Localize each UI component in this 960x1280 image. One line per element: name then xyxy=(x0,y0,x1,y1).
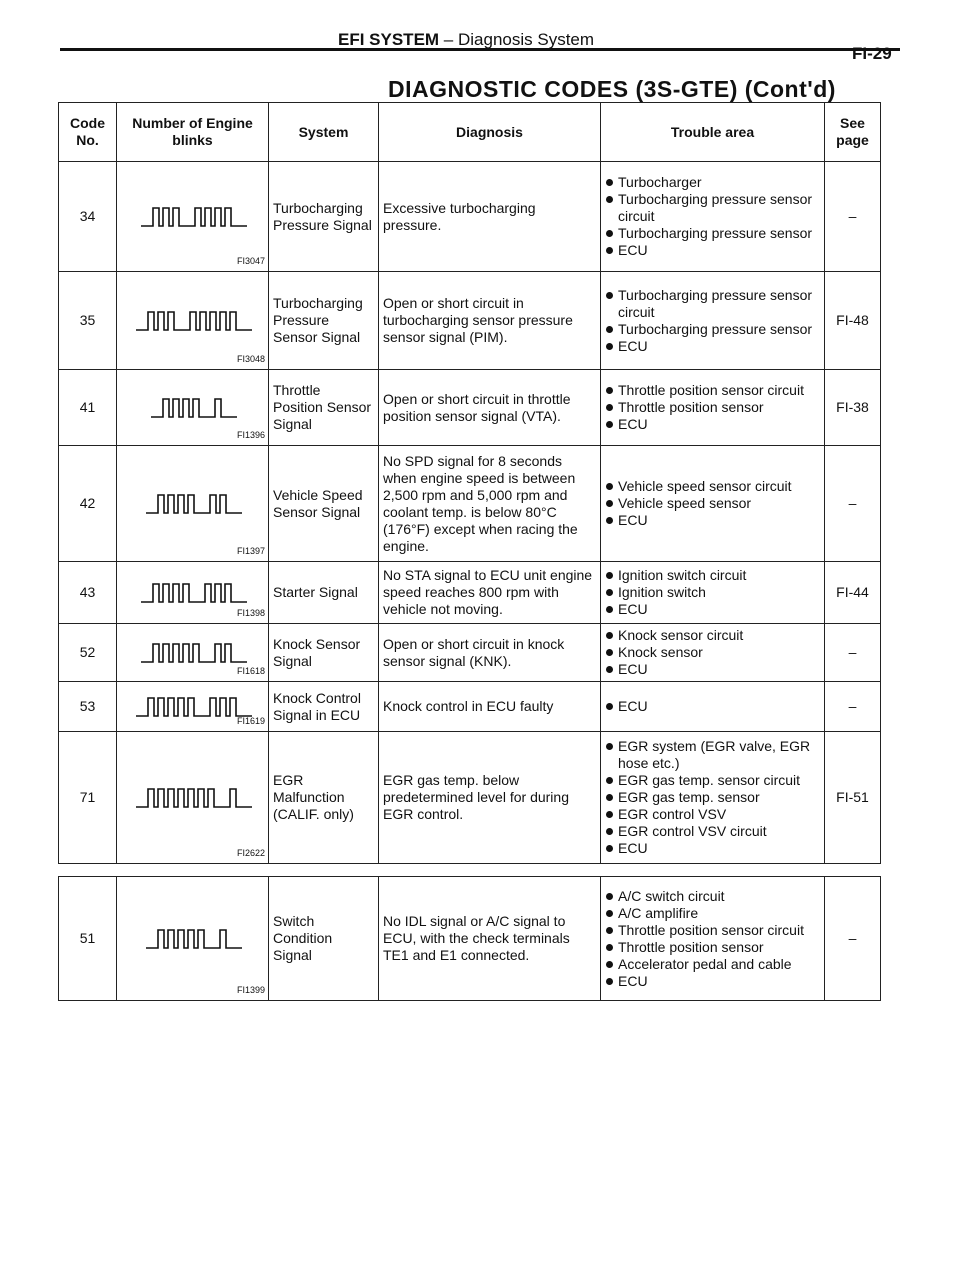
trouble-area-item: ECU xyxy=(605,338,820,355)
diagnosis-cell: No SPD signal for 8 seconds when engine speed is between 2,500 rpm and 5,000 rpm and coolant temp. is below 80°C (176°F) except when racing the engine. xyxy=(379,446,601,562)
diagnostic-codes-table xyxy=(58,102,881,1001)
trouble-area-list xyxy=(605,567,820,618)
trouble-area-item: ECU xyxy=(605,698,820,715)
trouble-area-item: EGR gas temp. sensor xyxy=(605,789,820,806)
trouble-area-cell xyxy=(601,272,825,370)
blink-pattern-icon xyxy=(121,783,267,813)
see-page-ref: – xyxy=(825,682,881,732)
diagnosis-cell: No STA signal to ECU unit engine speed reaches 800 rpm with vehicle not moving. xyxy=(379,562,601,624)
blink-pattern-icon xyxy=(121,489,267,519)
blink-pattern-cell xyxy=(117,162,269,272)
code-number: 53 xyxy=(59,682,117,732)
row-separator xyxy=(59,864,881,877)
trouble-area-item: Turbocharger xyxy=(605,174,820,191)
diagnosis-cell: Knock control in ECU faulty xyxy=(379,682,601,732)
trouble-area-item: EGR control VSV xyxy=(605,806,820,823)
blink-pattern-cell xyxy=(117,877,269,1001)
blink-pattern-icon xyxy=(121,578,267,608)
table-row xyxy=(59,162,881,272)
code-number: 35 xyxy=(59,272,117,370)
trouble-area-cell xyxy=(601,370,825,446)
trouble-area-list xyxy=(605,382,820,433)
col-page-header: See page xyxy=(825,103,881,162)
trouble-area-item: ECU xyxy=(605,601,820,618)
trouble-area-cell xyxy=(601,877,825,1001)
figure-id: FI1396 xyxy=(236,430,265,440)
trouble-area-item: Throttle position sensor circuit xyxy=(605,922,820,939)
diagnosis-cell: Open or short circuit in throttle position sensor signal (VTA). xyxy=(379,370,601,446)
trouble-area-cell xyxy=(601,446,825,562)
trouble-area-item: Turbocharging pressure sensor xyxy=(605,321,820,338)
col-code-header: Code No. xyxy=(59,103,117,162)
col-trouble-header: Trouble area xyxy=(601,103,825,162)
table-row xyxy=(59,624,881,682)
trouble-area-list xyxy=(605,627,820,678)
trouble-area-item: Vehicle speed sensor xyxy=(605,495,820,512)
blink-pattern-cell xyxy=(117,272,269,370)
system-cell: Vehicle Speed Sensor Signal xyxy=(269,446,379,562)
code-number: 52 xyxy=(59,624,117,682)
figure-id: FI1397 xyxy=(236,546,265,556)
trouble-area-item: ECU xyxy=(605,512,820,529)
figure-id: FI1618 xyxy=(236,666,265,676)
see-page-ref: – xyxy=(825,877,881,1001)
trouble-area-item: Accelerator pedal and cable xyxy=(605,956,820,973)
system-cell: Turbocharging Pressure Sensor Signal xyxy=(269,272,379,370)
trouble-area-item: ECU xyxy=(605,416,820,433)
code-number: 41 xyxy=(59,370,117,446)
blink-pattern-cell xyxy=(117,732,269,864)
table-row xyxy=(59,446,881,562)
page-number: FI-29 xyxy=(852,44,892,63)
code-number: 71 xyxy=(59,732,117,864)
blink-pattern-cell xyxy=(117,446,269,562)
trouble-area-item: A/C amplifire xyxy=(605,905,820,922)
blink-pattern-cell xyxy=(117,370,269,446)
trouble-area-item: ECU xyxy=(605,661,820,678)
trouble-area-list xyxy=(605,698,820,715)
trouble-area-cell xyxy=(601,682,825,732)
col-system-header: System xyxy=(269,103,379,162)
figure-id: FI1398 xyxy=(236,608,265,618)
system-cell: Throttle Position Sensor Signal xyxy=(269,370,379,446)
trouble-area-item: Ignition switch xyxy=(605,584,820,601)
system-cell: Turbocharging Pressure Signal xyxy=(269,162,379,272)
blink-pattern-cell xyxy=(117,562,269,624)
see-page-ref: FI-44 xyxy=(825,562,881,624)
system-cell: Knock Sensor Signal xyxy=(269,624,379,682)
diagnosis-cell: Open or short circuit in turbocharging sensor pressure sensor signal (PIM). xyxy=(379,272,601,370)
see-page-ref: FI-48 xyxy=(825,272,881,370)
trouble-area-item: A/C switch circuit xyxy=(605,888,820,905)
document-title: DIAGNOSTIC CODES (3S-GTE) (Cont'd) xyxy=(388,76,836,102)
trouble-area-item: Throttle position sensor xyxy=(605,939,820,956)
table-row xyxy=(59,562,881,624)
diagnosis-cell: Open or short circuit in knock sensor signal (KNK). xyxy=(379,624,601,682)
figure-id: FI3047 xyxy=(236,256,265,266)
table-row xyxy=(59,272,881,370)
blink-pattern-cell xyxy=(117,682,269,732)
code-number: 42 xyxy=(59,446,117,562)
header-title: EFI SYSTEM – Diagnosis System xyxy=(338,30,595,49)
system-cell: Knock Control Signal in ECU xyxy=(269,682,379,732)
trouble-area-item: EGR system (EGR valve, EGR hose etc.) xyxy=(605,738,820,772)
diagnosis-cell: No IDL signal or A/C signal to ECU, with the check terminals TE1 and E1 connected. xyxy=(379,877,601,1001)
trouble-area-list xyxy=(605,738,820,857)
table-row xyxy=(59,877,881,1001)
blink-pattern-cell xyxy=(117,624,269,682)
code-number: 51 xyxy=(59,877,117,1001)
trouble-area-item: Turbocharging pressure sensor xyxy=(605,225,820,242)
trouble-area-list xyxy=(605,478,820,529)
trouble-area-cell xyxy=(601,732,825,864)
diagnosis-cell: EGR gas temp. below predetermined level for during EGR control. xyxy=(379,732,601,864)
trouble-area-item: ECU xyxy=(605,840,820,857)
blink-pattern-icon xyxy=(121,202,267,232)
diagnosis-cell: Excessive turbocharging pressure. xyxy=(379,162,601,272)
trouble-area-item: ECU xyxy=(605,242,820,259)
figure-id: FI1619 xyxy=(236,716,265,726)
figure-id: FI3048 xyxy=(236,354,265,364)
trouble-area-cell xyxy=(601,624,825,682)
table-row xyxy=(59,370,881,446)
trouble-area-item: Turbocharging pressure sensor circuit xyxy=(605,287,820,321)
col-blinks-header: Number of Engine blinks xyxy=(117,103,269,162)
see-page-ref: – xyxy=(825,162,881,272)
code-number: 34 xyxy=(59,162,117,272)
trouble-area-cell xyxy=(601,562,825,624)
see-page-ref: – xyxy=(825,446,881,562)
table-header-row xyxy=(59,103,881,162)
system-cell: Switch Condition Signal xyxy=(269,877,379,1001)
trouble-area-item: Turbocharging pressure sensor circuit xyxy=(605,191,820,225)
trouble-area-cell xyxy=(601,162,825,272)
trouble-area-item: Vehicle speed sensor circuit xyxy=(605,478,820,495)
trouble-area-list xyxy=(605,888,820,990)
trouble-area-list xyxy=(605,287,820,355)
col-diagnosis-header: Diagnosis xyxy=(379,103,601,162)
system-cell: Starter Signal xyxy=(269,562,379,624)
blink-pattern-icon xyxy=(121,393,267,423)
see-page-ref: FI-38 xyxy=(825,370,881,446)
trouble-area-item: Throttle position sensor circuit xyxy=(605,382,820,399)
trouble-area-list xyxy=(605,174,820,259)
trouble-area-item: EGR gas temp. sensor circuit xyxy=(605,772,820,789)
code-number: 43 xyxy=(59,562,117,624)
see-page-ref: FI-51 xyxy=(825,732,881,864)
figure-id: FI2622 xyxy=(236,848,265,858)
trouble-area-item: Ignition switch circuit xyxy=(605,567,820,584)
table-row xyxy=(59,682,881,732)
blink-pattern-icon xyxy=(121,306,267,336)
system-cell: EGR Malfunction (CALIF. only) xyxy=(269,732,379,864)
trouble-area-item: ECU xyxy=(605,973,820,990)
trouble-area-item: Knock sensor circuit xyxy=(605,627,820,644)
table-row xyxy=(59,732,881,864)
figure-id: FI1399 xyxy=(236,985,265,995)
trouble-area-item: Throttle position sensor xyxy=(605,399,820,416)
blink-pattern-icon xyxy=(121,924,267,954)
trouble-area-item: Knock sensor xyxy=(605,644,820,661)
trouble-area-item: EGR control VSV circuit xyxy=(605,823,820,840)
see-page-ref: – xyxy=(825,624,881,682)
